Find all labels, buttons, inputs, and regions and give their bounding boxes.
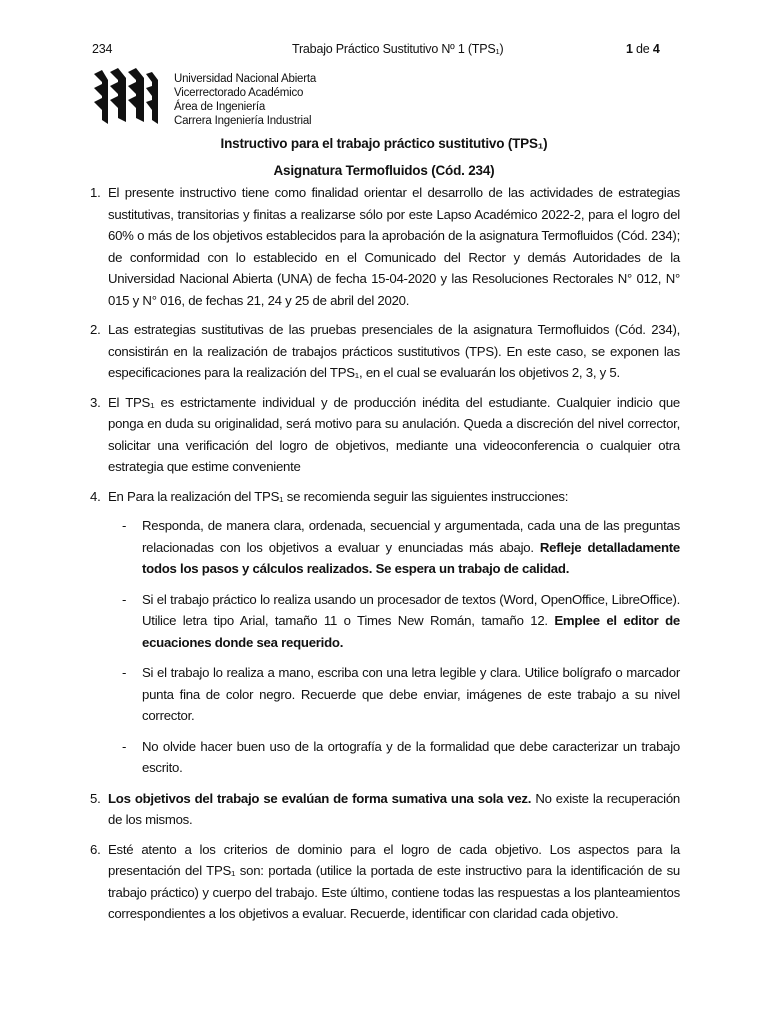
- bullet-text: No olvide hacer buen uso de la ortografía y de la formalidad que debe caracterizar un trabajo escrito.: [142, 738, 680, 775]
- item-text: Esté atento a los criterios de dominio para el logro de cada objetivo. Los aspectos para la presentación del TPS₁ son: portada (utilice la portada de este instructivo para la identificación de su trabajo práctico) y cuerpo del trabajo. Este último, contiene todas las respuestas a los planteamientos correspondientes a los objetivos a evaluar. Recuerde, identificar con claridad cada objetivo.: [108, 841, 680, 921]
- page-de: de: [636, 42, 650, 56]
- item-text: El TPS₁ es estrictamente individual y de producción inédita del estudiante. Cualquier indicio que ponga en duda su originalidad, será motivo para su anulación. Queda a discreción del nivel corrector, solicitar una verificación del logro de objetivos, mediante una videoconferencia o cualquier otra estrategia que estime conveniente: [108, 394, 680, 474]
- item-number: 1.: [90, 185, 101, 200]
- bullet-dash: -: [122, 591, 127, 607]
- institution-line: Carrera Ingeniería Industrial: [174, 115, 312, 127]
- institution-line: Universidad Nacional Abierta: [174, 73, 317, 85]
- document-title: Instructivo para el trabajo práctico sustitutivo (TPS₁): [220, 136, 548, 151]
- list-item: [90, 182, 680, 311]
- sub-bullet: [108, 515, 680, 580]
- item-number: 3.: [90, 394, 101, 410]
- item-number: 4.: [90, 488, 101, 504]
- sub-bullet: [108, 736, 680, 779]
- institution-line: Vicerrectorado Académico: [174, 87, 304, 99]
- una-logo: [92, 66, 160, 130]
- list-item: [90, 839, 680, 925]
- bullet-text: Responda, de manera clara, ordenada, secuencial y argumentada, cada una de las preguntas relacionadas con los objetivos a evaluar y enunciadas más abajo.: [142, 518, 680, 555]
- header-page-number: [626, 42, 660, 56]
- institution-line: Área de Ingeniería: [174, 101, 266, 113]
- bullet-dash: -: [122, 738, 127, 754]
- item-text: No existe la recuperación de los mismos.: [108, 790, 681, 827]
- list-item: [90, 319, 680, 384]
- bullet-text: Si el trabajo lo realiza a mano, escriba con una letra legible y clara. Utilice bolígrafo o marcador punta fina de color negro. Recuerde que debe enviar, imágenes de este trabajo a su nivel corrector.: [142, 665, 680, 723]
- list-item: [90, 788, 680, 831]
- item-text: El presente instructivo tiene como finalidad orientar el desarrollo de las actividades de estrategias sustitutivas, transitorias y finitas a realizarse sólo por este Lapso Académico 2022-2, para el logro del 60% o más de los objetivos establecidos para la aprobación de la asignatura Termofluidos (Cód. 234); de conformidad con lo establecido en el Comunicado del Rector y demás Autoridades de la Universidad Nacional Abierta (UNA) de fecha 15-04-2020 y las Resoluciones Rectorales N° 012, N° 015 y N° 016, de fechas 21, 24 y 25 de abril del 2020.: [108, 185, 680, 308]
- institution-block: [174, 72, 316, 128]
- item-number: 6.: [90, 841, 101, 857]
- list-item: [90, 392, 680, 478]
- bullet-text: Si el trabajo práctico lo realiza usando un procesador de textos (Word, OpenOffice, LibreOffice). Utilice letra tipo Arial, tamaño 11 o Times New Román, tamaño 12.: [142, 591, 680, 628]
- header-course-code: 234: [92, 42, 113, 56]
- sub-bullet: [108, 589, 680, 654]
- document-subtitle: Asignatura Termofluidos (Cód. 234): [273, 163, 495, 178]
- bullet-dash: -: [122, 518, 127, 533]
- item-bold-text: Los objetivos del trabajo se evalúan de forma sumativa una sola vez.: [108, 790, 532, 806]
- bullet-bold-text: Refleje detalladamente todos los pasos y cálculos realizados. Se espera un trabajo de calidad.: [142, 539, 680, 576]
- bullet-dash: -: [122, 665, 127, 680]
- page-total: 4: [652, 42, 660, 56]
- item-text: Las estrategias sustitutivas de las pruebas presenciales de la asignatura Termofluidos (Cód. 234), consistirán en la realización de trabajos prácticos sustitutivos (TPS). En este caso, se exponen las especificaciones para la realización del TPS₁, en el cual se evaluarán los objetivos 2, 3, y 5.: [108, 322, 680, 380]
- bullet-bold-text: Emplee el editor de ecuaciones donde sea requerido.: [142, 613, 680, 650]
- header-document-title: Trabajo Práctico Sustitutivo Nº 1 (TPS₁): [292, 42, 504, 56]
- sub-bullet: [108, 662, 680, 727]
- instructions-list: [90, 182, 680, 933]
- list-item: [90, 486, 680, 779]
- item-number: 2.: [90, 322, 101, 337]
- item-number: 5.: [90, 790, 101, 806]
- page-current: 1: [626, 42, 633, 56]
- item-text: En Para la realización del TPS₁ se recomienda seguir las siguientes instrucciones:: [108, 488, 569, 504]
